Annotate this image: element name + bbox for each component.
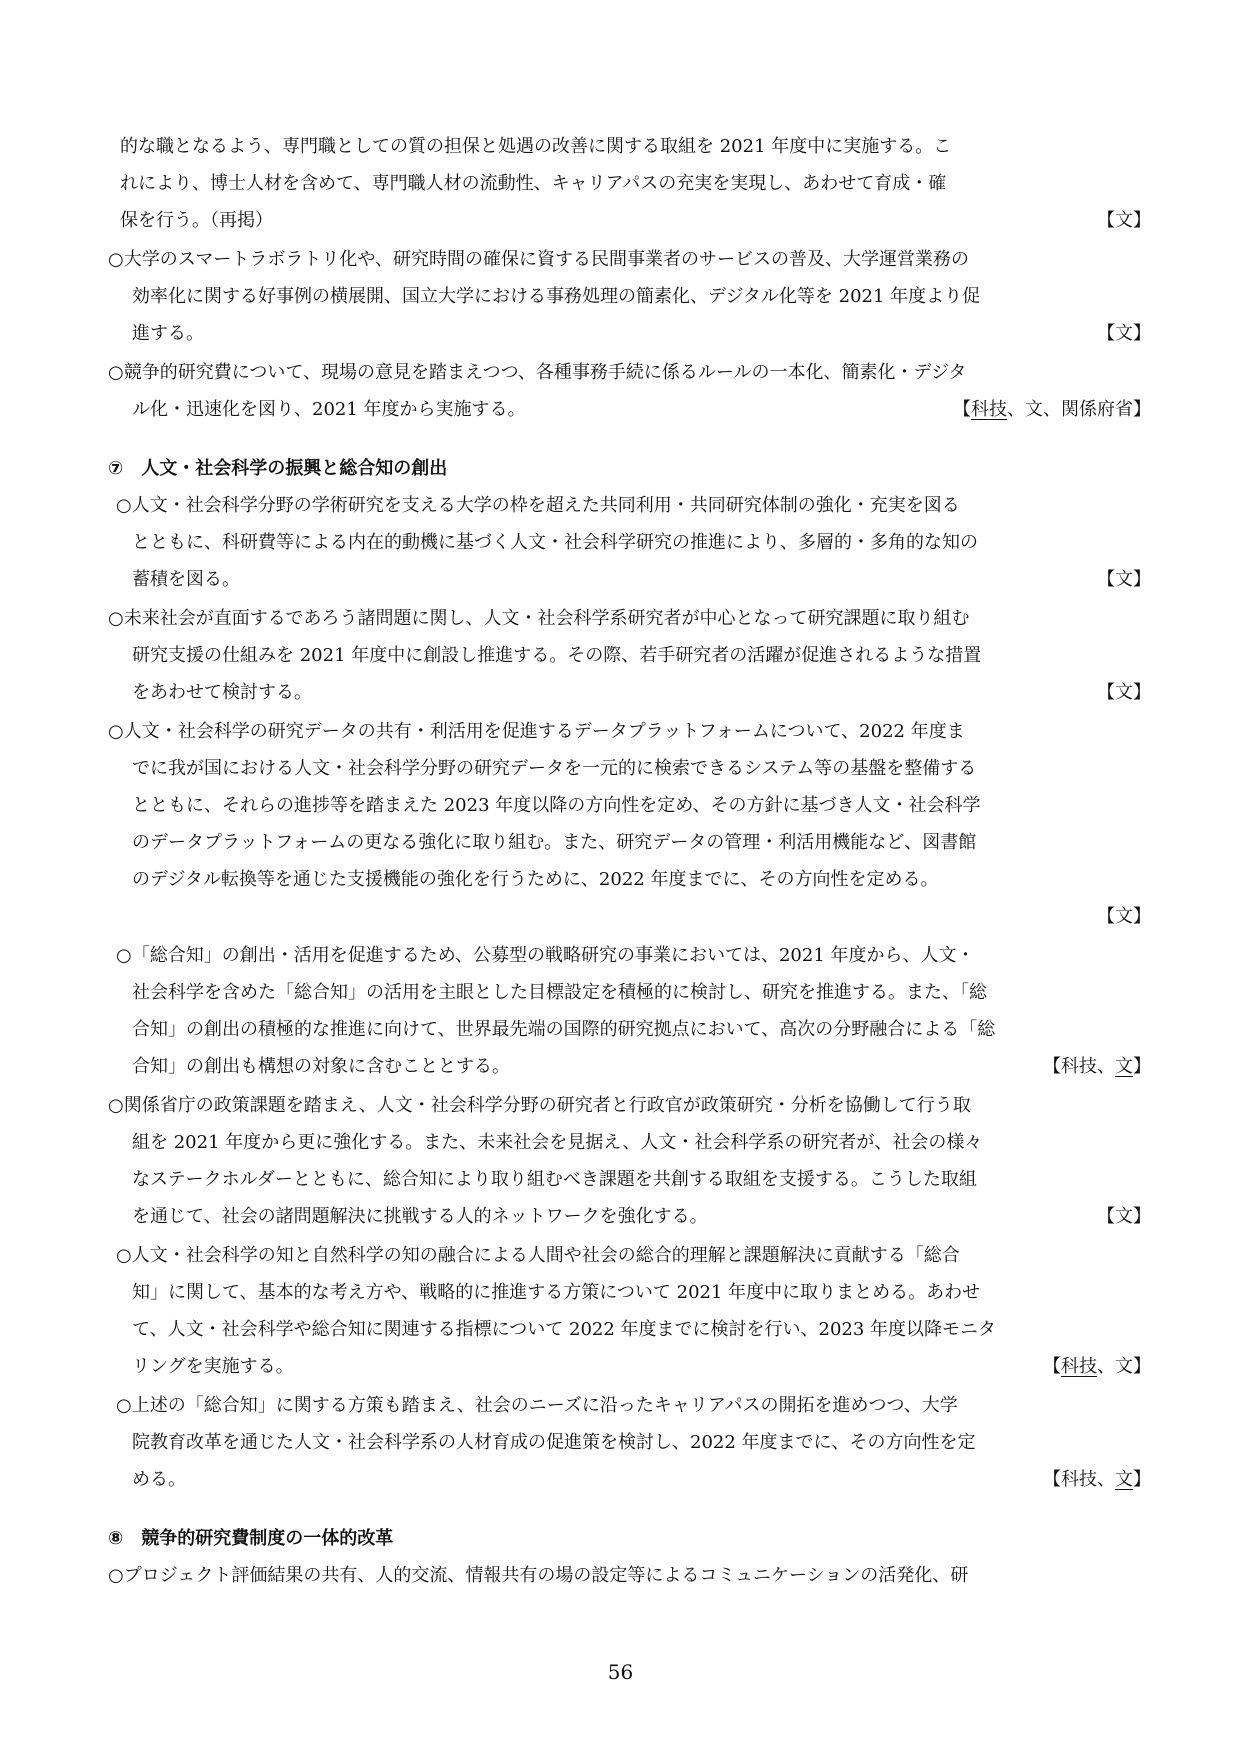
text-line: とともに、科研費等による内在的動機に基づく人文・社会科学研究の推進により、多層的・多角的な知の [132,532,978,553]
text-line: める。 【科技、文】 [108,1461,1151,1498]
ministry-label: 【科技、文】 [1035,1048,1151,1085]
list-item [108,713,1151,935]
ministry-label: 【科技、文】 [1035,1461,1151,1498]
text-line: ○競争的研究費について、現場の意見を踏まえつつ、各種事務手続に係るルールの一本化、簡素化・デジタ [108,362,967,383]
ministry-label: 【文】 [1089,898,1151,935]
text-line: とともに、それらの進捗等を踏まえた 2023 年度以降の方向性を定め、その方針に基づき人文・社会科学 [132,795,981,816]
text-line: 合知」の創出の積極的な推進に向けて、世界最先端の国際的研究拠点において、高次の分野融合による「総 [132,1019,996,1040]
list-item [108,128,1151,239]
list-item [108,1557,1151,1594]
text-line: を通じて、社会の諸問題解決に挑戦する人的ネットワークを強化する。 【文】 [108,1198,1151,1235]
text-line: ○人文・社会科学分野の学術研究を支える大学の枠を超えた共同利用・共同研究体制の強化・充実を図る [116,495,960,516]
text-line: 進する。 【文】 [108,315,1151,352]
text-line: ○プロジェクト評価結果の共有、人的交流、情報共有の場の設定等によるコミュニケーションの活発化、研 [108,1565,969,1586]
ministry-label: 【文】 [1089,315,1151,352]
text-line: 社会科学を含めた「総合知」の活用を主眼とした目標設定を積極的に検討し、研究を推進する。また、「総 [132,982,987,1003]
text-line: なステークホルダーとともに、総合知により取り組むべき課題を共創する取組を支援する。こうした取組 [132,1169,977,1190]
list-item [108,487,1151,598]
ministry-label: 【文】 [1089,674,1151,711]
text-line: 的な職となるよう、専門職としての質の担保と処遇の改善に関する取組を 2021 年度中に実施する。こ [120,136,952,157]
text-line: ○未来社会が直面するであろう諸問題に関し、人文・社会科学系研究者が中心となって研究課題に取り組む [108,608,970,629]
section-heading: ⑦ 人文・社会科学の振興と総合知の創出 [108,458,448,479]
document-body [108,128,1151,1596]
text-line [108,898,1151,935]
text-line: 知」に関して、基本的な考え方や、戦略的に推進する方策について 2021 年度中に取りまとめる。あわせ [132,1282,981,1303]
text-line: 保を行う。（再掲） 【文】 [108,202,1151,239]
text-line: ○関係省庁の政策課題を踏まえ、人文・社会科学分野の研究者と行政官が政策研究・分析を協働して行う取 [108,1095,971,1116]
ministry-label: 【文】 [1089,561,1151,598]
text-line: ○「総合知」の創出・活用を促進するため、公募型の戦略研究の事業においては、2021 年度から、人文・ [116,945,975,966]
ministry-lead-underlined: 文 [1115,1469,1133,1490]
ministry-label: 【科技、文、関係府省】 [945,391,1151,428]
text-line: 組を 2021 年度から更に強化する。また、未来社会を見据え、人文・社会科学系の研究者が、社会の様々 [132,1132,983,1153]
text-line: て、人文・社会科学や総合知に関連する指標について 2022 年度までに検討を行い、2023 年度以降モニタ [132,1319,997,1340]
list-item [108,1087,1151,1235]
text-line: でに我が国における人文・社会科学分野の研究データを一元的に検索できるシステム等の基盤を整備する [132,758,977,779]
text-line: 効率化に関する好事例の横展開、国立大学における事務処理の簡素化、デジタル化等を 2021 年度より促 [132,286,981,307]
section-heading: ⑧ 競争的研究費制度の一体的改革 [108,1528,394,1549]
ministry-lead-underlined: 科技 [971,399,1007,420]
list-item [108,1237,1151,1385]
page-number: 56 [607,1660,634,1684]
text-line: リングを実施する。 【科技、文】 [108,1348,1151,1385]
ministry-label: 【科技、文】 [1035,1348,1151,1385]
text-line: 院教育改革を通じた人文・社会科学系の人材育成の促進策を検討し、2022 年度までに、その方向性を定 [132,1432,976,1453]
ministry-lead-underlined: 文 [1115,1056,1133,1077]
list-item [108,600,1151,711]
text-line: 合知」の創出も構想の対象に含むこととする。 【科技、文】 [108,1048,1151,1085]
text-line: 研究支援の仕組みを 2021 年度中に創設し推進する。その際、若手研究者の活躍が促進されるような措置 [132,645,982,666]
list-item [108,937,1151,1085]
text-line: れにより、博士人材を含めて、専門職人材の流動性、キャリアパスの充実を実現し、あわせて育成・確 [120,173,947,194]
text-line: ○大学のスマートラボラトリ化や、研究時間の確保に資する民間事業者のサービスの普及、大学運営業務の [108,249,969,270]
text-line: 蓄積を図る。 【文】 [108,561,1151,598]
list-item [108,354,1151,428]
list-item [108,1387,1151,1498]
ministry-lead-underlined: 科技 [1061,1356,1097,1377]
text-line: ○上述の「総合知」に関する方策も踏まえ、社会のニーズに沿ったキャリアパスの開拓を進めつつ、大学 [116,1395,958,1416]
text-line: をあわせて検討する。 【文】 [108,674,1151,711]
ministry-label: 【文】 [1089,1198,1151,1235]
text-line: ル化・迅速化を図り、2021 年度から実施する。 【科技、文、関係府省】 [108,391,1151,428]
list-item [108,241,1151,352]
text-line: ○人文・社会科学の知と自然科学の知の融合による人間や社会の総合的理解と課題解決に貢献する「総合 [116,1245,960,1266]
text-line: ○人文・社会科学の研究データの共有・利活用を促進するデータプラットフォームについて、2022 年度ま [108,721,965,742]
text-line: のデータプラットフォームの更なる強化に取り組む。また、研究データの管理・利活用機能など、図書館 [132,832,977,853]
text-line: のデジタル転換等を通じた支援機能の強化を行うために、2022 年度までに、その方向性を定める。 [132,869,939,890]
ministry-label: 【文】 [1089,202,1151,239]
